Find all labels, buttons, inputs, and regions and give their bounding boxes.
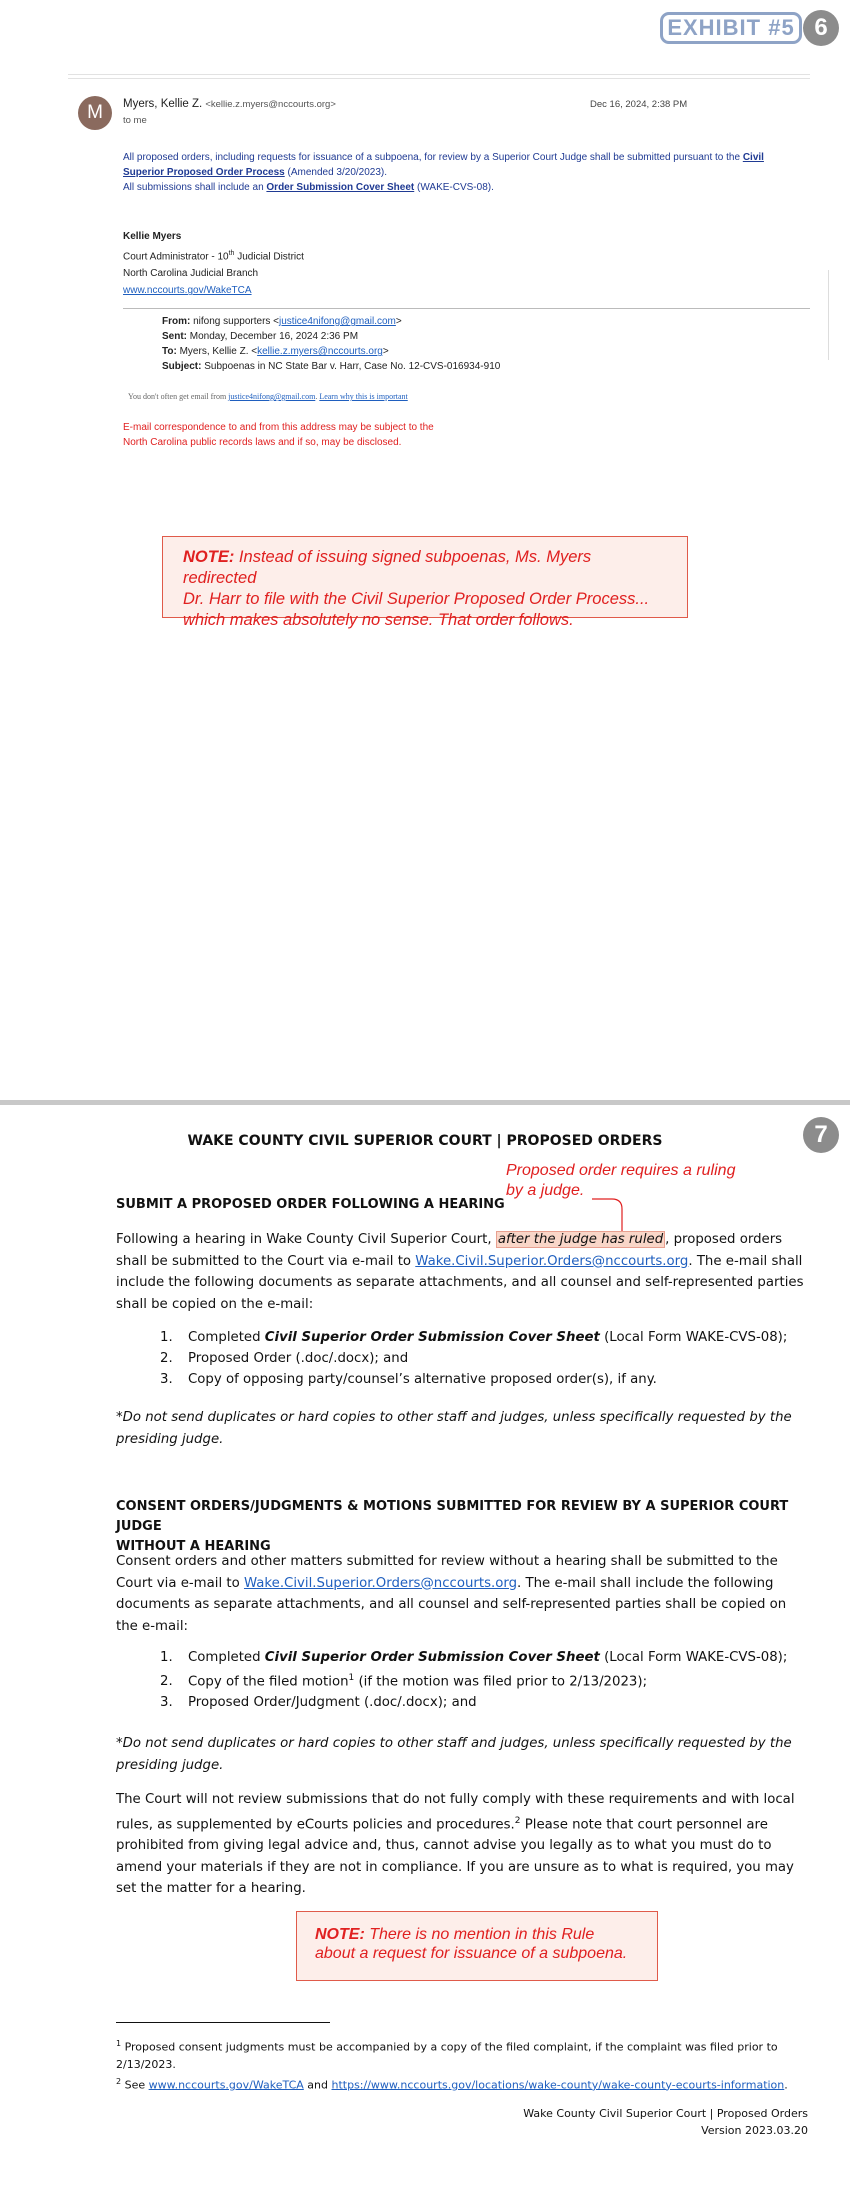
footnote-2: $^2$ See www.nccourts.gov/WakeTCA and https://www.nccourts.gov/locations/wake-county/wake-county-ecourts-information.	[116, 2076, 788, 2092]
public-records-disclaimer: E-mail correspondence to and from this address may be subject to the North Carolina public records laws and if so, may be disclosed.	[123, 422, 434, 448]
section-1-paragraph: Following a hearing in Wake County Civil Superior Court, after the judge has ruled , proposed orders shall be submitted to the Court via e-mail to Wake.Civil.Superior.Orders@nccourts.org. The e-mail shall include the following documents as separate attachments, and all counsel and self-represented parties shall be copied on the e-mail:	[116, 1232, 804, 1312]
footnote-rule	[116, 2022, 330, 2023]
body-line2-text: All submissions shall include an	[123, 182, 267, 193]
body-line1-text: All proposed orders, including requests for issuance of a subpoena, for review by a Superior Court Judge shall be submitted pursuant to the	[123, 152, 743, 163]
email-signature	[123, 228, 304, 299]
body-line1-post: (Amended 3/20/2023).	[284, 167, 388, 178]
list-item: 1. Completed Civil Superior Order Submission Cover Sheet (Local Form WAKE-CVS-08);	[160, 1650, 788, 1665]
section-2-paragraph: Consent orders and other matters submitted for review without a hearing shall be submitted to the Court via e-mail to Wake.Civil.Superior.Orders@nccourts.org. The e-mail shall include the following documents as separate attachments, and all counsel and self-represented parties shall be copied on the e-mail:	[116, 1554, 787, 1634]
forwarded-header	[162, 314, 500, 374]
note-box-1: NOTE: Instead of issuing signed subpoenas, Ms. Myers redirected Dr. Harr to file with the Civil Superior Proposed Order Process... which makes absolutely no sense. That order follows.	[162, 536, 688, 618]
proposed-order-process-link[interactable]: Civil Superior Proposed Order Process	[123, 152, 764, 178]
signature-url-link[interactable]: www.nccourts.gov/WakeTCA	[123, 285, 252, 297]
fwd-to: To: Myers, Kellie Z. <kellie.z.myers@nccourts.org>	[162, 346, 389, 357]
callout-annotation: Proposed order requires a ruling by a judge.	[506, 1162, 736, 1199]
list-item: 3. Copy of opposing party/counsel’s alternative proposed order(s), if any.	[160, 1372, 657, 1387]
page-number-badge: 6	[803, 10, 839, 46]
sender-name: Myers, Kellie Z.	[123, 98, 203, 110]
email-body	[123, 150, 793, 195]
signature-title: Court Administrator - 10th Judicial District	[123, 250, 304, 263]
body-line2-post: (WAKE-CVS-08).	[414, 182, 494, 193]
highlight-after-ruling: after the judge has ruled	[497, 1232, 664, 1247]
note-label-2: NOTE:	[315, 1926, 365, 1943]
section-1-list	[160, 1327, 787, 1390]
page-number-badge-7: 7	[803, 1117, 839, 1153]
page-footer: Wake County Civil Superior Court | Proposed Orders Version 2023.03.20	[523, 2107, 808, 2137]
sender-email: <kellie.z.myers@nccourts.org>	[205, 99, 336, 110]
email-top-rule	[68, 74, 810, 75]
orders-email-link-2[interactable]: Wake.Civil.Superior.Orders@nccourts.org	[243, 1575, 518, 1591]
footnotes	[116, 2035, 816, 2093]
section-2-italic-note: *Do not send duplicates or hard copies to other staff and judges, unless specifically requested by the presiding judge.	[116, 1736, 792, 1773]
forward-rule	[123, 308, 810, 309]
fwd-subject: Subject: Subpoenas in NC State Bar v. Harr, Case No. 12-CVS-016934-910	[162, 361, 501, 372]
section-2-heading: CONSENT ORDERS/JUDGMENTS & MOTIONS SUBMITTED FOR REVIEW BY A SUPERIOR COURT JUDGE WITHOUT A HEARING	[116, 1499, 789, 1554]
fwd-from-email-link[interactable]: justice4nifong@gmail.com	[279, 316, 396, 327]
section-1-heading: SUBMIT A PROPOSED ORDER FOLLOWING A HEARING	[116, 1197, 505, 1212]
fwd-to-email-link[interactable]: kellie.z.myers@nccourts.org	[257, 346, 383, 357]
email-sender[interactable]	[123, 98, 336, 110]
right-margin-mark	[828, 270, 837, 360]
email-recipient[interactable]: to me	[123, 115, 147, 126]
list-item: 2. Proposed Order (.doc/.docx); and	[160, 1351, 409, 1366]
learn-why-link[interactable]: Learn why this is important	[319, 392, 408, 401]
external-email-warning: You don't often get email from justice4nifong@gmail.com. Learn why this is important	[128, 392, 408, 401]
fwd-from: From: nifong supporters <justice4nifong@gmail.com>	[162, 316, 402, 327]
document-title: WAKE COUNTY CIVIL SUPERIOR COURT | PROPOSED ORDERS	[187, 1133, 663, 1149]
footnote-1: $^1$ Proposed consent judgments must be accompanied by a copy of the filed complaint, if the complaint was filed prior to 2/13/2023.	[116, 2039, 778, 2071]
section-1-italic-note: *Do not send duplicates or hard copies to other staff and judges, unless specifically requested by the presiding judge.	[116, 1410, 792, 1447]
waketca-link[interactable]: www.nccourts.gov/WakeTCA	[148, 2078, 304, 2092]
compliance-paragraph: The Court will not review submissions that do not fully comply with these requirements and with local rules, as supplemented by eCourts policies and procedures.$^2$ Please note that court personnel are prohibited from giving legal advice and, thus, cannot advise you legally as to what you must do to amend your materials if they are not in compliance. If you are unsure as to what is required, you may set the matter for a hearing.	[116, 1792, 795, 1897]
signature-org: North Carolina Judicial Branch	[123, 268, 259, 280]
page-proposed-orders	[0, 1105, 850, 2200]
cover-sheet-link[interactable]: Order Submission Cover Sheet	[266, 182, 415, 193]
orders-email-link-1[interactable]: Wake.Civil.Superior.Orders@nccourts.org	[415, 1253, 689, 1269]
warning-email-link[interactable]: justice4nifong@gmail.com	[228, 392, 316, 401]
section-1	[116, 1195, 810, 1215]
note-box-2: NOTE: There is no mention in this Rule about a request for issuance of a subpoena.	[296, 1911, 658, 1981]
email-top-rule-2	[68, 78, 810, 79]
ecourts-info-link[interactable]: https://www.nccourts.gov/locations/wake-county/wake-county-ecourts-information	[331, 2078, 785, 2092]
fwd-sent: Sent: Monday, December 16, 2024 2:36 PM	[162, 331, 359, 342]
list-item: 2. Copy of the filed motion$^1$ (if the motion was filed prior to 2/13/2023);	[160, 1673, 648, 1690]
email-date: Dec 16, 2024, 2:38 PM	[590, 99, 688, 110]
signature-name: Kellie Myers	[123, 231, 182, 242]
section-2-list	[160, 1647, 787, 1713]
exhibit-label: EXHIBIT #5	[660, 12, 802, 44]
sender-avatar[interactable]: M	[78, 96, 112, 130]
list-item: 3. Proposed Order/Judgment (.doc/.docx); and	[160, 1695, 477, 1711]
list-item: 1. Completed Civil Superior Order Submission Cover Sheet (Local Form WAKE-CVS-08);	[160, 1330, 788, 1345]
note-label: NOTE:	[183, 548, 235, 566]
